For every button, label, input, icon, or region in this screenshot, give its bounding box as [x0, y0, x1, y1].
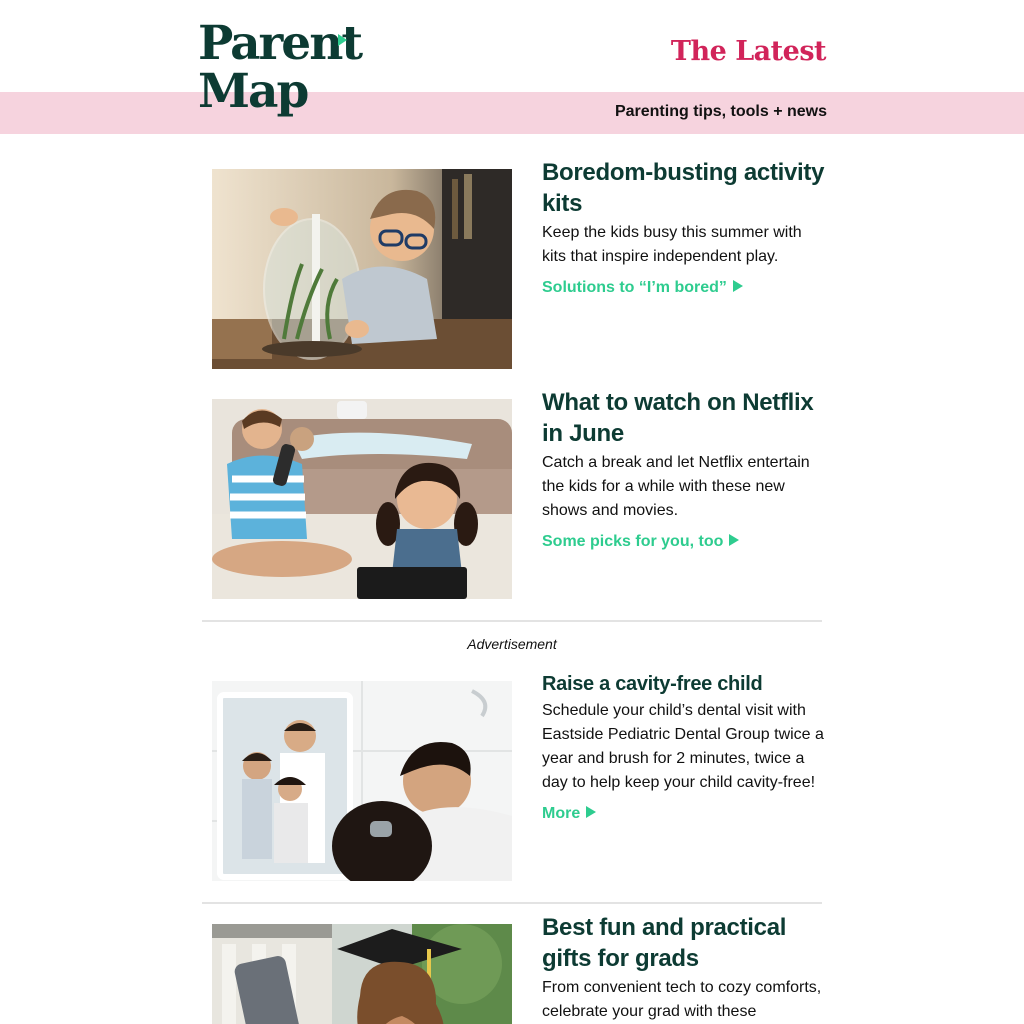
ad-description: Schedule your child’s dental visit with Eastside Pediatric Dental Group twice a year and brush for 2 minutes, twice a day to help keep your child cavity-free!	[542, 702, 824, 791]
advertisement-label: Advertisement	[467, 636, 557, 652]
article-description: From convenient tech to cozy comforts, celebrate your grad with these	[542, 979, 822, 1020]
tagline-bar	[0, 92, 1024, 134]
article-item	[212, 159, 825, 369]
play-arrow-icon	[729, 534, 739, 546]
article-item	[212, 389, 824, 599]
article-image-netflix[interactable]	[212, 399, 512, 599]
divider	[202, 902, 822, 904]
article-image-grads[interactable]	[212, 924, 512, 1024]
article-image-activity-kits[interactable]	[212, 169, 512, 369]
article-link-label: Solutions to “I’m bored”	[542, 279, 727, 296]
section-title: The Latest	[670, 36, 826, 67]
ad-title[interactable]: Raise a cavity-free child	[542, 673, 763, 695]
play-arrow-icon	[733, 280, 743, 292]
article-link-activity-kits[interactable]	[542, 279, 743, 297]
article-item	[212, 914, 824, 1024]
logo-play-icon	[338, 34, 347, 46]
tagline: Parenting tips, tools + news	[614, 103, 827, 120]
advertisement-item	[212, 673, 824, 881]
ad-link-label: More	[542, 805, 581, 822]
divider	[202, 620, 822, 622]
article-description: Catch a break and let Netflix entertain the kids for a while with these new shows and movies.	[542, 454, 810, 519]
article-title[interactable]: Best fun and practical gifts for grads	[542, 914, 787, 972]
ad-text	[542, 671, 827, 823]
article-text	[542, 912, 827, 1024]
parentmap-logo[interactable]	[198, 16, 362, 122]
logo-text-line1: Parent	[198, 16, 362, 71]
ad-link-more[interactable]	[542, 805, 596, 823]
ad-image-dental[interactable]	[212, 681, 512, 881]
article-text	[542, 157, 827, 297]
logo-text-line2: Map	[198, 64, 308, 119]
article-title[interactable]: What to watch on Netflix in June	[542, 389, 814, 447]
article-text	[542, 387, 827, 551]
article-link-label: Some picks for you, too	[542, 533, 724, 550]
play-arrow-icon	[586, 806, 596, 818]
article-description: Keep the kids busy this summer with kits that inspire independent play.	[542, 224, 802, 265]
article-title[interactable]: Boredom-busting activity kits	[542, 159, 825, 217]
article-link-netflix[interactable]	[542, 533, 739, 551]
